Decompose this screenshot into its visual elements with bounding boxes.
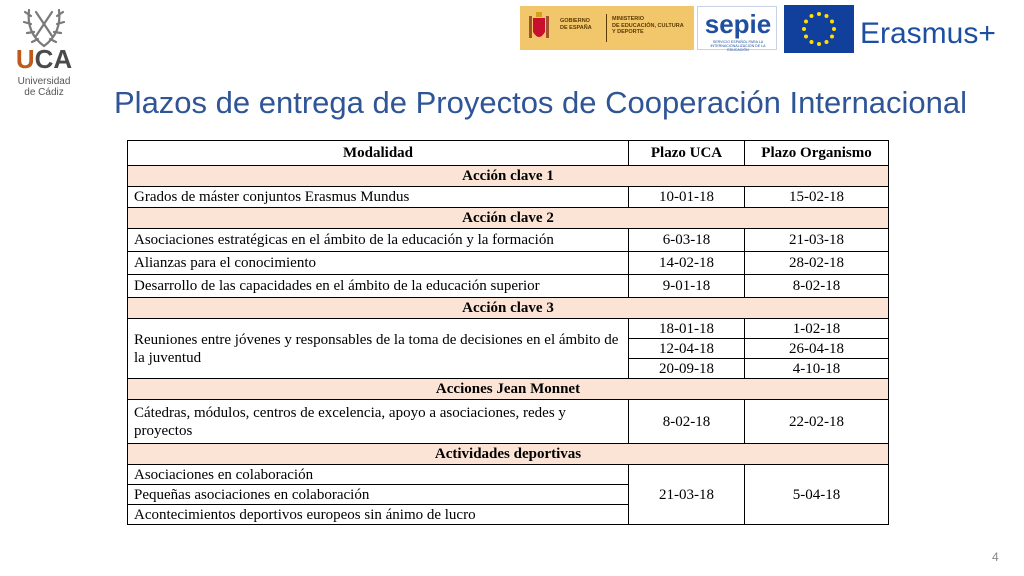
table-row xyxy=(128,229,889,252)
plazo-organismo-cell: 4-10-18 xyxy=(745,359,889,379)
laurel-icon xyxy=(21,4,67,48)
coat-of-arms-icon xyxy=(528,12,550,44)
section-row xyxy=(128,166,889,187)
modalidad-cell: Acontecimientos deportivos europeos sin ánimo de lucro xyxy=(128,505,629,525)
page-number: 4 xyxy=(992,550,999,564)
uca-subtitle-line1: Universidad xyxy=(17,76,71,87)
plazo-uca-cell: 9-01-18 xyxy=(629,275,745,298)
uca-wordmark: UCA xyxy=(15,44,73,74)
modalidad-cell: Reuniones entre jóvenes y responsables de la toma de decisiones en el ámbito de la juventud xyxy=(128,319,629,379)
section-row xyxy=(128,444,889,465)
column-header-plazo-uca: Plazo UCA xyxy=(629,141,745,166)
eu-flag-icon xyxy=(784,5,854,53)
modalidad-cell: Asociaciones en colaboración xyxy=(128,465,629,485)
table-row xyxy=(128,252,889,275)
modalidad-cell: Desarrollo de las capacidades en el ámbito de la educación superior xyxy=(128,275,629,298)
table-row xyxy=(128,465,889,485)
uca-logo xyxy=(8,4,80,100)
sepie-logo xyxy=(697,6,777,53)
table-row xyxy=(128,187,889,208)
plazos-table xyxy=(127,140,889,525)
plazo-organismo-cell: 22-02-18 xyxy=(745,400,889,444)
table-row xyxy=(128,275,889,298)
plazo-organismo-cell: 21-03-18 xyxy=(745,229,889,252)
section-header: Acción clave 3 xyxy=(128,298,889,319)
plazo-uca-cell: 20-09-18 xyxy=(629,359,745,379)
sepie-tagline: SERVICIO ESPAÑOL PARA LA INTERNACIONALIZACIÓN DE LA EDUCACIÓN xyxy=(710,40,766,53)
plazo-organismo-cell: 8-02-18 xyxy=(745,275,889,298)
sepie-wordmark: sepie xyxy=(704,9,772,39)
column-header-plazo-organismo: Plazo Organismo xyxy=(745,141,889,166)
section-row xyxy=(128,379,889,400)
section-header: Actividades deportivas xyxy=(128,444,889,465)
plazo-organismo-cell: 28-02-18 xyxy=(745,252,889,275)
modalidad-cell: Alianzas para el conocimiento xyxy=(128,252,629,275)
gov-text: GOBIERNO DE ESPAÑA xyxy=(560,18,592,31)
plazo-uca-cell: 6-03-18 xyxy=(629,229,745,252)
table-row xyxy=(128,319,889,339)
plazo-organismo-cell: 5-04-18 xyxy=(745,465,889,525)
section-header: Acción clave 2 xyxy=(128,208,889,229)
modalidad-cell: Pequeñas asociaciones en colaboración xyxy=(128,485,629,505)
plazo-uca-cell: 18-01-18 xyxy=(629,319,745,339)
plazo-uca-cell: 21-03-18 xyxy=(629,465,745,525)
plazo-organismo-cell: 26-04-18 xyxy=(745,339,889,359)
plazo-organismo-cell: 15-02-18 xyxy=(745,187,889,208)
gobierno-logo xyxy=(520,6,694,50)
column-header-modalidad: Modalidad xyxy=(128,141,629,166)
ministry-text: MINISTERIO DE EDUCACIÓN, CULTURA Y DEPORTE xyxy=(612,16,684,35)
plazo-uca-cell: 12-04-18 xyxy=(629,339,745,359)
header-row xyxy=(128,141,889,166)
section-header: Acción clave 1 xyxy=(128,166,889,187)
slide-title: Plazos de entrega de Proyectos de Cooperación Internacional xyxy=(114,85,968,120)
plazo-organismo-cell: 1-02-18 xyxy=(745,319,889,339)
gov-divider xyxy=(606,14,607,42)
section-header: Acciones Jean Monnet xyxy=(128,379,889,400)
plazo-uca-cell: 8-02-18 xyxy=(629,400,745,444)
modalidad-cell: Asociaciones estratégicas en el ámbito de la educación y la formación xyxy=(128,229,629,252)
erasmus-plus-logo: Erasmus+ xyxy=(860,17,996,50)
modalidad-cell: Cátedras, módulos, centros de excelencia, apoyo a asociaciones, redes y proyectos xyxy=(128,400,629,444)
plazo-uca-cell: 14-02-18 xyxy=(629,252,745,275)
plazo-uca-cell: 10-01-18 xyxy=(629,187,745,208)
section-row xyxy=(128,298,889,319)
modalidad-cell: Grados de máster conjuntos Erasmus Mundus xyxy=(128,187,629,208)
uca-subtitle-line2: de Cádiz xyxy=(24,87,64,98)
section-row xyxy=(128,208,889,229)
table-row xyxy=(128,400,889,444)
